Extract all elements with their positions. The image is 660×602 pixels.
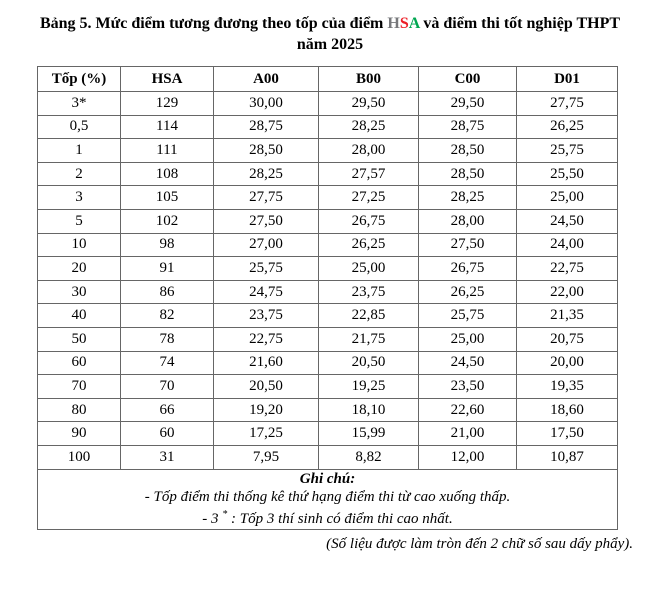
table-cell: 22,85 xyxy=(319,304,419,328)
table-row xyxy=(38,139,618,163)
table-cell: 19,35 xyxy=(517,375,618,399)
table-cell: 78 xyxy=(121,327,214,351)
hsa-letter: H xyxy=(387,15,400,32)
table-cell: 28,25 xyxy=(419,186,517,210)
table-cell: 66 xyxy=(121,398,214,422)
table-cell: 28,50 xyxy=(419,162,517,186)
note-line-2: - 3 * : Tốp 3 thí sinh có điểm thi cao nhất. xyxy=(202,509,453,527)
table-cell: 90 xyxy=(38,422,121,446)
table-row xyxy=(38,162,618,186)
table-cell: 25,00 xyxy=(517,186,618,210)
table-cell: 3 xyxy=(38,186,121,210)
table-cell: 129 xyxy=(121,92,214,116)
notes-cell xyxy=(38,469,618,529)
column-header: D01 xyxy=(517,67,618,92)
score-table-body xyxy=(38,92,618,470)
table-cell: 21,60 xyxy=(214,351,319,375)
table-row xyxy=(38,209,618,233)
table-cell: 28,25 xyxy=(319,115,419,139)
table-cell: 50 xyxy=(38,327,121,351)
table-cell: 3* xyxy=(38,92,121,116)
table-row xyxy=(38,304,618,328)
table-cell: 26,75 xyxy=(319,209,419,233)
table-cell: 102 xyxy=(121,209,214,233)
table-cell: 27,75 xyxy=(517,92,618,116)
table-cell: 74 xyxy=(121,351,214,375)
table-cell: 10 xyxy=(38,233,121,257)
table-cell: 25,00 xyxy=(319,257,419,281)
table-cell: 40 xyxy=(38,304,121,328)
table-cell: 24,50 xyxy=(517,209,618,233)
table-cell: 25,50 xyxy=(517,162,618,186)
table-row xyxy=(38,280,618,304)
table-cell: 26,25 xyxy=(319,233,419,257)
hsa-colored-text xyxy=(387,15,419,32)
table-cell: 27,50 xyxy=(214,209,319,233)
column-header: Tốp (%) xyxy=(38,67,121,92)
table-cell: 18,60 xyxy=(517,398,618,422)
score-equivalence-table xyxy=(37,66,618,530)
column-header: A00 xyxy=(214,67,319,92)
table-cell: 24,50 xyxy=(419,351,517,375)
column-header: C00 xyxy=(419,67,517,92)
table-cell: 91 xyxy=(121,257,214,281)
table-cell: 25,75 xyxy=(419,304,517,328)
table-cell: 28,50 xyxy=(214,139,319,163)
table-cell: 25,75 xyxy=(214,257,319,281)
page-title xyxy=(0,13,660,55)
table-cell: 18,10 xyxy=(319,398,419,422)
table-row xyxy=(38,92,618,116)
table-cell: 86 xyxy=(121,280,214,304)
table-cell: 20 xyxy=(38,257,121,281)
table-cell: 28,75 xyxy=(214,115,319,139)
table-cell: 30 xyxy=(38,280,121,304)
table-cell: 70 xyxy=(121,375,214,399)
table-cell: 25,75 xyxy=(517,139,618,163)
table-cell: 0,5 xyxy=(38,115,121,139)
table-cell: 98 xyxy=(121,233,214,257)
table-cell: 1 xyxy=(38,139,121,163)
table-cell: 25,00 xyxy=(419,327,517,351)
note-line-1: - Tốp điểm thi thống kê thứ hạng điểm thi từ cao xuống thấp. xyxy=(144,488,511,505)
table-cell: 23,50 xyxy=(419,375,517,399)
table-cell: 29,50 xyxy=(319,92,419,116)
table-cell: 12,00 xyxy=(419,445,517,469)
table-header-row xyxy=(38,67,618,92)
table-row xyxy=(38,375,618,399)
table-row xyxy=(38,422,618,446)
table-cell: 28,25 xyxy=(214,162,319,186)
table-cell: 8,82 xyxy=(319,445,419,469)
table-cell: 27,00 xyxy=(214,233,319,257)
table-row xyxy=(38,445,618,469)
table-cell: 22,75 xyxy=(517,257,618,281)
table-row xyxy=(38,186,618,210)
table-cell: 2 xyxy=(38,162,121,186)
table-cell: 24,00 xyxy=(517,233,618,257)
table-cell: 20,50 xyxy=(319,351,419,375)
table-cell: 22,60 xyxy=(419,398,517,422)
table-cell: 20,50 xyxy=(214,375,319,399)
table-cell: 28,50 xyxy=(419,139,517,163)
title-prefix: Bảng 5. Mức điểm tương đương theo tốp của điểm xyxy=(39,15,388,32)
table-cell: 100 xyxy=(38,445,121,469)
table-cell: 26,25 xyxy=(419,280,517,304)
table-cell: 26,25 xyxy=(517,115,618,139)
table-cell: 30,00 xyxy=(214,92,319,116)
table-cell: 20,00 xyxy=(517,351,618,375)
table-cell: 7,95 xyxy=(214,445,319,469)
table-cell: 20,75 xyxy=(517,327,618,351)
table-cell: 17,25 xyxy=(214,422,319,446)
table-row xyxy=(38,233,618,257)
table-cell: 21,75 xyxy=(319,327,419,351)
column-header: B00 xyxy=(319,67,419,92)
table-cell: 21,00 xyxy=(419,422,517,446)
title-line-2: năm 2025 xyxy=(296,36,364,53)
table-cell: 10,87 xyxy=(517,445,618,469)
table-cell: 60 xyxy=(121,422,214,446)
table-row xyxy=(38,398,618,422)
table-cell: 114 xyxy=(121,115,214,139)
table-cell: 82 xyxy=(121,304,214,328)
rounding-note: (Số liệu được làm tròn đến 2 chữ số sau dấy phẩy). xyxy=(326,535,633,552)
title-suffix: và điểm thi tốt nghiệp THPT xyxy=(419,15,621,32)
table-cell: 19,20 xyxy=(214,398,319,422)
table-cell: 17,50 xyxy=(517,422,618,446)
table-cell: 80 xyxy=(38,398,121,422)
table-cell: 19,25 xyxy=(319,375,419,399)
table-row xyxy=(38,351,618,375)
table-cell: 28,00 xyxy=(319,139,419,163)
table-cell: 23,75 xyxy=(214,304,319,328)
table-cell: 27,25 xyxy=(319,186,419,210)
hsa-letter: S xyxy=(399,15,409,32)
column-header: HSA xyxy=(121,67,214,92)
hsa-letter: A xyxy=(408,15,420,32)
table-cell: 26,75 xyxy=(419,257,517,281)
table-cell: 23,75 xyxy=(319,280,419,304)
asterisk-superscript: * xyxy=(222,509,228,520)
table-cell: 27,57 xyxy=(319,162,419,186)
table-row xyxy=(38,115,618,139)
table-cell: 60 xyxy=(38,351,121,375)
table-cell: 5 xyxy=(38,209,121,233)
table-cell: 28,75 xyxy=(419,115,517,139)
table-cell: 21,35 xyxy=(517,304,618,328)
table-cell: 70 xyxy=(38,375,121,399)
title-line-1 xyxy=(0,13,660,34)
table-row xyxy=(38,327,618,351)
table-cell: 105 xyxy=(121,186,214,210)
table-cell: 111 xyxy=(121,139,214,163)
notes-heading: Ghi chú: xyxy=(299,470,356,487)
table-cell: 29,50 xyxy=(419,92,517,116)
table-cell: 24,75 xyxy=(214,280,319,304)
table-cell: 22,75 xyxy=(214,327,319,351)
table-cell: 15,99 xyxy=(319,422,419,446)
table-cell: 28,00 xyxy=(419,209,517,233)
table-row xyxy=(38,257,618,281)
notes-row xyxy=(38,469,618,529)
table-cell: 27,50 xyxy=(419,233,517,257)
table-cell: 31 xyxy=(121,445,214,469)
table-cell: 22,00 xyxy=(517,280,618,304)
table-cell: 27,75 xyxy=(214,186,319,210)
table-cell: 108 xyxy=(121,162,214,186)
